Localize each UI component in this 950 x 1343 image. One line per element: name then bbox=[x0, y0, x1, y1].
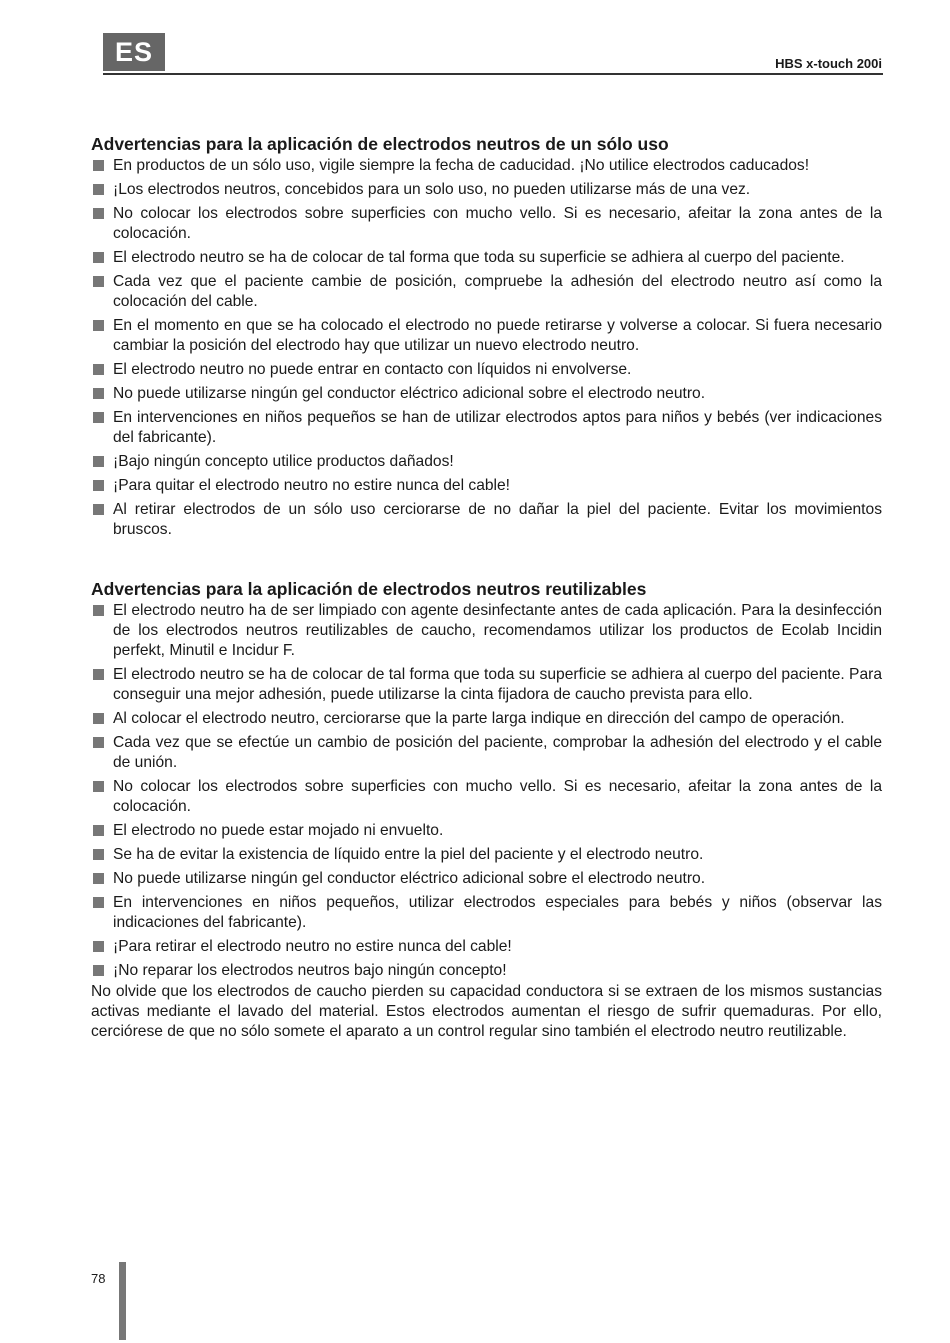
item-text: Al retirar electrodos de un sólo uso cerciorarse de no dañar la piel del paciente. Evitar los movimientos bruscos. bbox=[113, 501, 882, 538]
square-bullet-icon bbox=[93, 849, 104, 860]
product-name: HBS x-touch 200i bbox=[775, 56, 882, 71]
list-item bbox=[91, 384, 882, 404]
list-item bbox=[91, 777, 882, 817]
list-item bbox=[91, 665, 882, 705]
item-text: No puede utilizarse ningún gel conductor eléctrico adicional sobre el electrodo neutro. bbox=[113, 870, 706, 887]
item-text: ¡Para quitar el electrodo neutro no estire nunca del cable! bbox=[113, 477, 511, 494]
item-text: Al colocar el electrodo neutro, cerciorarse que la parte larga indique en dirección del campo de operación. bbox=[113, 710, 845, 727]
list-item bbox=[91, 500, 882, 540]
square-bullet-icon bbox=[93, 825, 104, 836]
square-bullet-icon bbox=[93, 480, 104, 491]
item-text: En intervenciones en niños pequeños, utilizar electrodos especiales para bebés y niños (observar las indicaciones del fabricante). bbox=[113, 894, 882, 931]
language-tab: ES bbox=[103, 33, 165, 71]
item-text: No colocar los electrodos sobre superficies con mucho vello. Si es necesario, afeitar la zona antes de la colocación. bbox=[113, 205, 882, 242]
square-bullet-icon bbox=[93, 713, 104, 724]
square-bullet-icon bbox=[93, 364, 104, 375]
section-spacer bbox=[91, 544, 882, 578]
list-item bbox=[91, 961, 882, 981]
section-reusable bbox=[91, 578, 882, 1042]
list-item bbox=[91, 845, 882, 865]
square-bullet-icon bbox=[93, 276, 104, 287]
item-text: El electrodo no puede estar mojado ni envuelto. bbox=[113, 822, 444, 839]
list-item bbox=[91, 709, 882, 729]
list-item bbox=[91, 156, 882, 176]
square-bullet-icon bbox=[93, 965, 104, 976]
header-rule bbox=[103, 73, 883, 75]
square-bullet-icon bbox=[93, 388, 104, 399]
item-text: Cada vez que se efectúe un cambio de posición del paciente, comprobar la adhesión del electrodo y el cable de unión. bbox=[113, 734, 882, 771]
item-text: El electrodo neutro se ha de colocar de tal forma que toda su superficie se adhiera al cuerpo del paciente. bbox=[113, 249, 845, 266]
list-item bbox=[91, 821, 882, 841]
item-text: ¡Bajo ningún concepto utilice productos dañados! bbox=[113, 453, 454, 470]
square-bullet-icon bbox=[93, 412, 104, 423]
list-item bbox=[91, 248, 882, 268]
square-bullet-icon bbox=[93, 941, 104, 952]
item-text: No puede utilizarse ningún gel conductor eléctrico adicional sobre el electrodo neutro. bbox=[113, 385, 706, 402]
list-item bbox=[91, 937, 882, 957]
square-bullet-icon bbox=[93, 456, 104, 467]
list-item bbox=[91, 452, 882, 472]
item-text: En intervenciones en niños pequeños se han de utilizar electrodos aptos para niños y bebés (ver indicaciones del fabricante). bbox=[113, 409, 882, 446]
item-text: El electrodo neutro se ha de colocar de tal forma que toda su superficie se adhiera al cuerpo del paciente. Para conseguir una mejor adhesión, puede utilizarse la cinta fijadora de caucho prevista para ello. bbox=[113, 666, 882, 703]
square-bullet-icon bbox=[93, 897, 104, 908]
list-item bbox=[91, 869, 882, 889]
item-text: El electrodo neutro no puede entrar en contacto con líquidos ni envolverse. bbox=[113, 361, 632, 378]
square-bullet-icon bbox=[93, 184, 104, 195]
page-content bbox=[91, 133, 882, 1042]
footer-bar bbox=[119, 1262, 126, 1340]
list-item bbox=[91, 360, 882, 380]
list-item bbox=[91, 180, 882, 200]
list-item bbox=[91, 316, 882, 356]
square-bullet-icon bbox=[93, 504, 104, 515]
square-bullet-icon bbox=[93, 781, 104, 792]
square-bullet-icon bbox=[93, 160, 104, 171]
section-title: Advertencias para la aplicación de electrodos neutros reutilizables bbox=[91, 579, 647, 599]
section-title: Advertencias para la aplicación de electrodos neutros de un sólo uso bbox=[91, 134, 669, 154]
item-text: Cada vez que el paciente cambie de posición, compruebe la adhesión del electrodo neutro así como la colocación del cable. bbox=[113, 273, 882, 310]
item-text: En el momento en que se ha colocado el electrodo no puede retirarse y volverse a colocar. Si fuera necesario cambiar la posición del electrodo hay que utilizar un nuevo electrodo neutro. bbox=[113, 317, 882, 354]
item-text: ¡Para retirar el electrodo neutro no estire nunca del cable! bbox=[113, 938, 512, 955]
item-text: Se ha de evitar la existencia de líquido entre la piel del paciente y el electrodo neutro. bbox=[113, 846, 704, 863]
item-text: No colocar los electrodos sobre superficies con mucho vello. Si es necesario, afeitar la zona antes de la colocación. bbox=[113, 778, 882, 815]
square-bullet-icon bbox=[93, 320, 104, 331]
list-item bbox=[91, 408, 882, 448]
closing-paragraph: No olvide que los electrodos de caucho pierden su capacidad conductora si se extraen de los mismos sustancias activas mediante el lavado del material. Estos electrodos aumentan el riesgo de sufrir quemaduras. Por ello, cerciórese de que no sólo somete el aparato a un control regular sino también el electrodo neutro reutilizable. bbox=[91, 983, 882, 1040]
warning-list bbox=[91, 601, 882, 981]
square-bullet-icon bbox=[93, 873, 104, 884]
list-item bbox=[91, 204, 882, 244]
warning-list bbox=[91, 156, 882, 540]
page-number: 78 bbox=[91, 1271, 106, 1286]
list-item bbox=[91, 733, 882, 773]
item-text: En productos de un sólo uso, vigile siempre la fecha de caducidad. ¡No utilice electrodos caducados! bbox=[113, 157, 810, 174]
section-single-use bbox=[91, 133, 882, 540]
list-item bbox=[91, 893, 882, 933]
square-bullet-icon bbox=[93, 669, 104, 680]
square-bullet-icon bbox=[93, 208, 104, 219]
list-item bbox=[91, 601, 882, 661]
square-bullet-icon bbox=[93, 252, 104, 263]
square-bullet-icon bbox=[93, 737, 104, 748]
item-text: ¡Los electrodos neutros, concebidos para un solo uso, no pueden utilizarse más de una vez. bbox=[113, 181, 751, 198]
item-text: El electrodo neutro ha de ser limpiado con agente desinfectante antes de cada aplicación. Para la desinfección de los electrodos neutros reutilizables de caucho, recomendamos utilizar los productos de Ecolab Incidin perfekt, Minutil e Incidur F. bbox=[113, 602, 882, 659]
list-item bbox=[91, 476, 882, 496]
item-text: ¡No reparar los electrodos neutros bajo ningún concepto! bbox=[113, 962, 507, 979]
list-item bbox=[91, 272, 882, 312]
square-bullet-icon bbox=[93, 605, 104, 616]
